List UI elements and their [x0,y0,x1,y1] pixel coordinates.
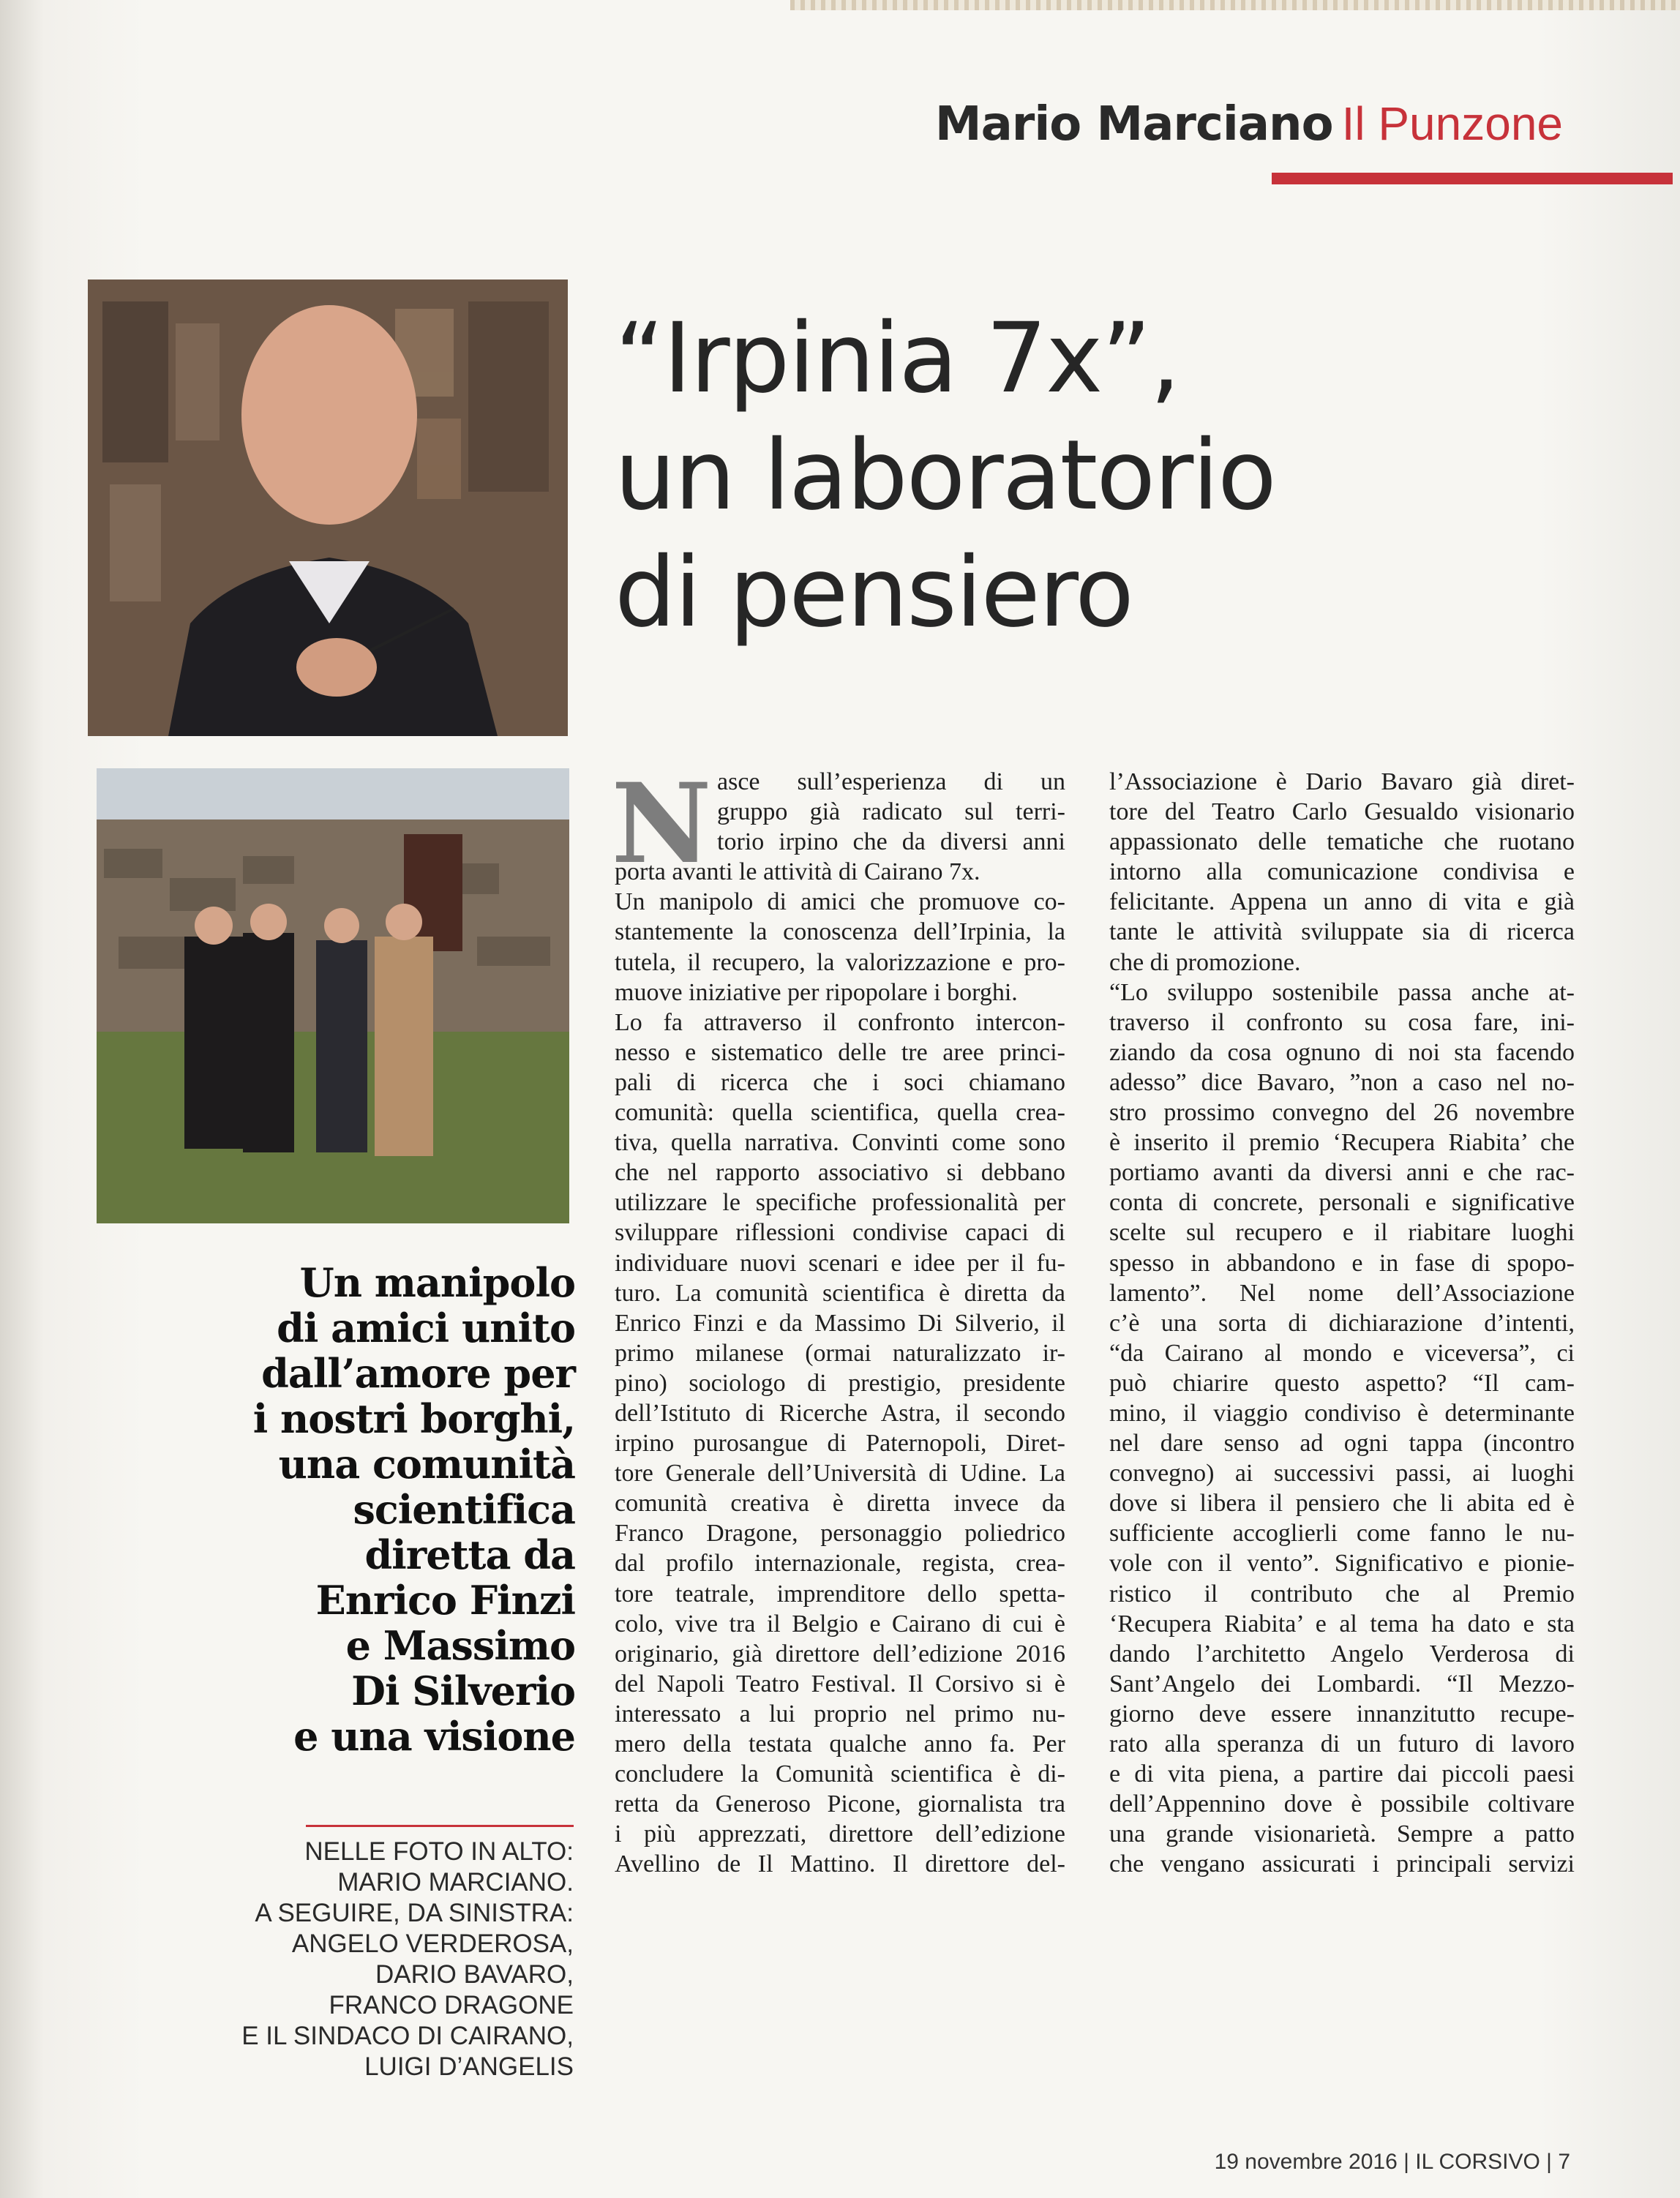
article-line: porta avanti le attività di Cairano 7x. [615,858,980,886]
article-line: una grande visionarietà. Sempre a patto [1109,1820,1575,1848]
article-line: comunità creativa è diretta invece da [615,1490,1065,1518]
pullquote-line: scientifica [353,1486,575,1533]
article-line: scelte sul recupero e il riabitare luoghi [1109,1219,1575,1247]
article-line: felicitante. Appena un anno di vita e già [1109,888,1575,916]
pull-quote [95,1260,575,1759]
page-number: 7 [1558,2150,1570,2174]
article-line: dal profilo internazionale, regista, crea- [615,1550,1065,1578]
article-line: nel dare senso ad ogni tappa (incontro [1109,1430,1575,1458]
article-line: dove si libera il pensiero che li abita ed è [1109,1490,1575,1518]
article-line: Sant’Angelo dei Lombardi. “Il Mezzo- [1109,1670,1575,1698]
article-title [615,300,1624,651]
article-line: dell’Istituto di Ricerche Astra, il secondo [615,1399,1065,1427]
article-line: convegno) ai successivi passi, ai luoghi [1109,1460,1575,1488]
section-header [935,97,1563,151]
article-line: i più apprezzati, direttore dell’edizione [615,1820,1065,1848]
article-line: portiamo avanti da diversi anni e che rac- [1109,1159,1575,1187]
article-line: Avellino de Il Mattino. Il direttore del- [615,1850,1065,1878]
article-line: Lo fa attraverso il confronto intercon- [615,1008,1065,1036]
article-line: concludere la Comunità scientifica è di- [615,1760,1065,1788]
caption-line: DARIO BAVARO, [375,1960,574,1989]
title-line: di pensiero [615,536,1133,649]
article-line: adesso” dice Bavaro, ”non a caso nel no- [1109,1068,1575,1096]
article-line: interessato a lui proprio nel primo nu- [615,1700,1065,1728]
article-line: nesso e sistematico delle tre aree princi- [615,1038,1065,1066]
article-line: tiva, quella narrativa. Convinti come sono [615,1129,1065,1157]
article-line: tore Generale dell’Università di Udine. La [615,1460,1065,1488]
pullquote-line: i nostri borghi, [252,1395,575,1442]
portrait-photo [88,280,568,736]
article-line: rato alla speranza di un futuro di lavoro [1109,1730,1575,1758]
photo-caption [220,1837,574,2082]
article-column-1 [615,767,1065,1879]
article-line: asce sull’esperienza di un [717,768,1065,795]
article-line: intorno alla comunicazione condivisa e [1109,858,1575,886]
pullquote-line: Un manipolo [299,1259,575,1306]
article-line: tutela, il recupero, la valorizzazione e pro- [615,948,1065,976]
article-line: pino) sociologo di prestigio, presidente [615,1369,1065,1397]
article-line: ziando da cosa ognuno di noi sta facendo [1109,1038,1575,1066]
pullquote-line: dall’amore per [261,1350,575,1397]
magazine-name: IL CORSIVO [1415,2150,1540,2174]
title-line: “Irpinia 7x”, [615,302,1180,415]
article-line: spesso in abbandono e in fase di spopo- [1109,1249,1575,1277]
pullquote-line: Enrico Finzi [315,1577,575,1624]
page-footer: 19 novembre 2016 | IL CORSIVO | 7 [1214,2150,1570,2174]
article-line: Un manipolo di amici che promuove co- [615,888,1065,916]
article-line: appassionato delle tematiche che ruotano [1109,828,1575,856]
article-line: del Napoli Teatro Festival. Il Corsivo si è [615,1670,1065,1698]
page-top-edge [790,0,1680,10]
article-line: ‘Recupera Riabita’ e al tema ha dato e sta [1109,1610,1575,1638]
caption-rule [306,1825,574,1827]
article-line: retta da Generoso Picone, giornalista tra [615,1790,1065,1818]
article-line: individuare nuovi scenari e idee per il fu- [615,1249,1065,1277]
article-line: che di promozione. [1109,948,1301,976]
pullquote-line: e una visione [293,1713,575,1760]
article-line: stantemente la conoscenza dell’Irpinia, la [615,918,1065,946]
article-line: utilizzare le specifiche professionalità per [615,1189,1065,1217]
article-line: irpino purosangue di Paternopoli, Diret- [615,1430,1065,1458]
article-line: “Lo sviluppo sostenibile passa anche at- [1109,978,1575,1006]
article-column-2 [1109,767,1575,1879]
header-rule [1272,173,1673,184]
group-photo [97,768,569,1223]
pullquote-line: di amici unito [277,1305,575,1351]
article-line: c’è una sorta di dichiarazione d’intenti, [1109,1309,1575,1337]
article-line: conta di concrete, personali e significative [1109,1189,1575,1217]
article-line: turo. La comunità scientifica è diretta da [615,1279,1065,1307]
title-line: un laboratorio [615,419,1275,532]
article-line: “da Cairano al mondo e viceversa”, ci [1109,1339,1575,1367]
pullquote-line: diretta da [364,1531,575,1578]
column-rubric: Il Punzone [1341,97,1563,150]
caption-line: E IL SINDACO DI CAIRANO, [241,2022,574,2050]
article-line: ristico il contributo che al Premio [1109,1580,1575,1608]
article-line: Enrico Finzi e da Massimo Di Silverio, il [615,1309,1065,1337]
article-line: tore teatrale, imprenditore dello spetta- [615,1580,1065,1608]
caption-line: LUIGI D’ANGELIS [364,2052,574,2081]
svg-text:N: N [613,777,710,868]
article-line: mino, il viaggio condiviso è determinante [1109,1399,1575,1427]
pullquote-line: e Massimo [345,1622,575,1669]
article-line: l’Associazione è Dario Bavaro già diret- [1109,768,1575,795]
article-line: primo milanese (ormai naturalizzato ir- [615,1339,1065,1367]
pullquote-line: una comunità [278,1441,575,1488]
article-line: colo, vive tra il Belgio e Cairano di cui è [615,1610,1065,1638]
article-line: torio irpino che da diversi anni [717,828,1065,856]
article-line: muove iniziative per ripopolare i borghi. [615,978,1018,1006]
article-line: può chiarire questo aspetto? “Il cam- [1109,1369,1575,1397]
article-line: traverso il confronto su cosa fare, ini- [1109,1008,1575,1036]
article-line: e di vita piena, a partire dai piccoli paesi [1109,1760,1575,1788]
article-line: vole con il vento”. Significativo e pionie- [1109,1550,1575,1578]
article-line: sufficiente accoglierli come fanno le nu- [1109,1520,1575,1548]
caption-line: ANGELO VERDEROSA, [291,1929,574,1958]
article-line: gruppo già radicato sul terri- [717,798,1065,826]
article-line: tante le attività sviluppate sia di ricerca [1109,918,1575,946]
article-line: stro prossimo convegno del 26 novembre [1109,1099,1575,1127]
article-line: è inserito il premio ‘Recupera Riabita’ che [1109,1129,1575,1157]
article-line: originario, già direttore dell’edizione 2016 [615,1640,1065,1668]
caption-line: FRANCO DRAGONE [329,1991,574,2019]
article-line: dando l’architetto Angelo Verderosa di [1109,1640,1575,1668]
article-line: lamento”. Nel nome dell’Associazione [1109,1279,1575,1307]
article-line: dell’Appennino dove è possibile coltivare [1109,1790,1575,1818]
pullquote-line: Di Silverio [351,1668,575,1714]
caption-line: MARIO MARCIANO. [337,1868,574,1897]
author-name: Mario Marciano [934,97,1333,151]
article-line: mero della testata qualche anno fa. Per [615,1730,1065,1758]
article-line: Franco Dragone, personaggio poliedrico [615,1520,1065,1548]
caption-line: NELLE FOTO IN ALTO: [304,1837,574,1866]
article-line: tore del Teatro Carlo Gesualdo visionario [1109,798,1575,826]
caption-line: A SEGUIRE, DA SINISTRA: [255,1899,574,1927]
article-line: comunità: quella scientifica, quella crea- [615,1099,1065,1127]
article-line: che vengano assicurati i principali servizi [1109,1850,1575,1878]
article-line: che nel rapporto associativo si debbano [615,1159,1065,1187]
issue-date: 19 novembre 2016 [1214,2150,1398,2174]
article-line: pali di ricerca che i soci chiamano [615,1068,1065,1096]
article-line: giorno deve essere innanzitutto recupe- [1109,1700,1575,1728]
article-line: sviluppare riflessioni condivise capaci di [615,1219,1065,1247]
